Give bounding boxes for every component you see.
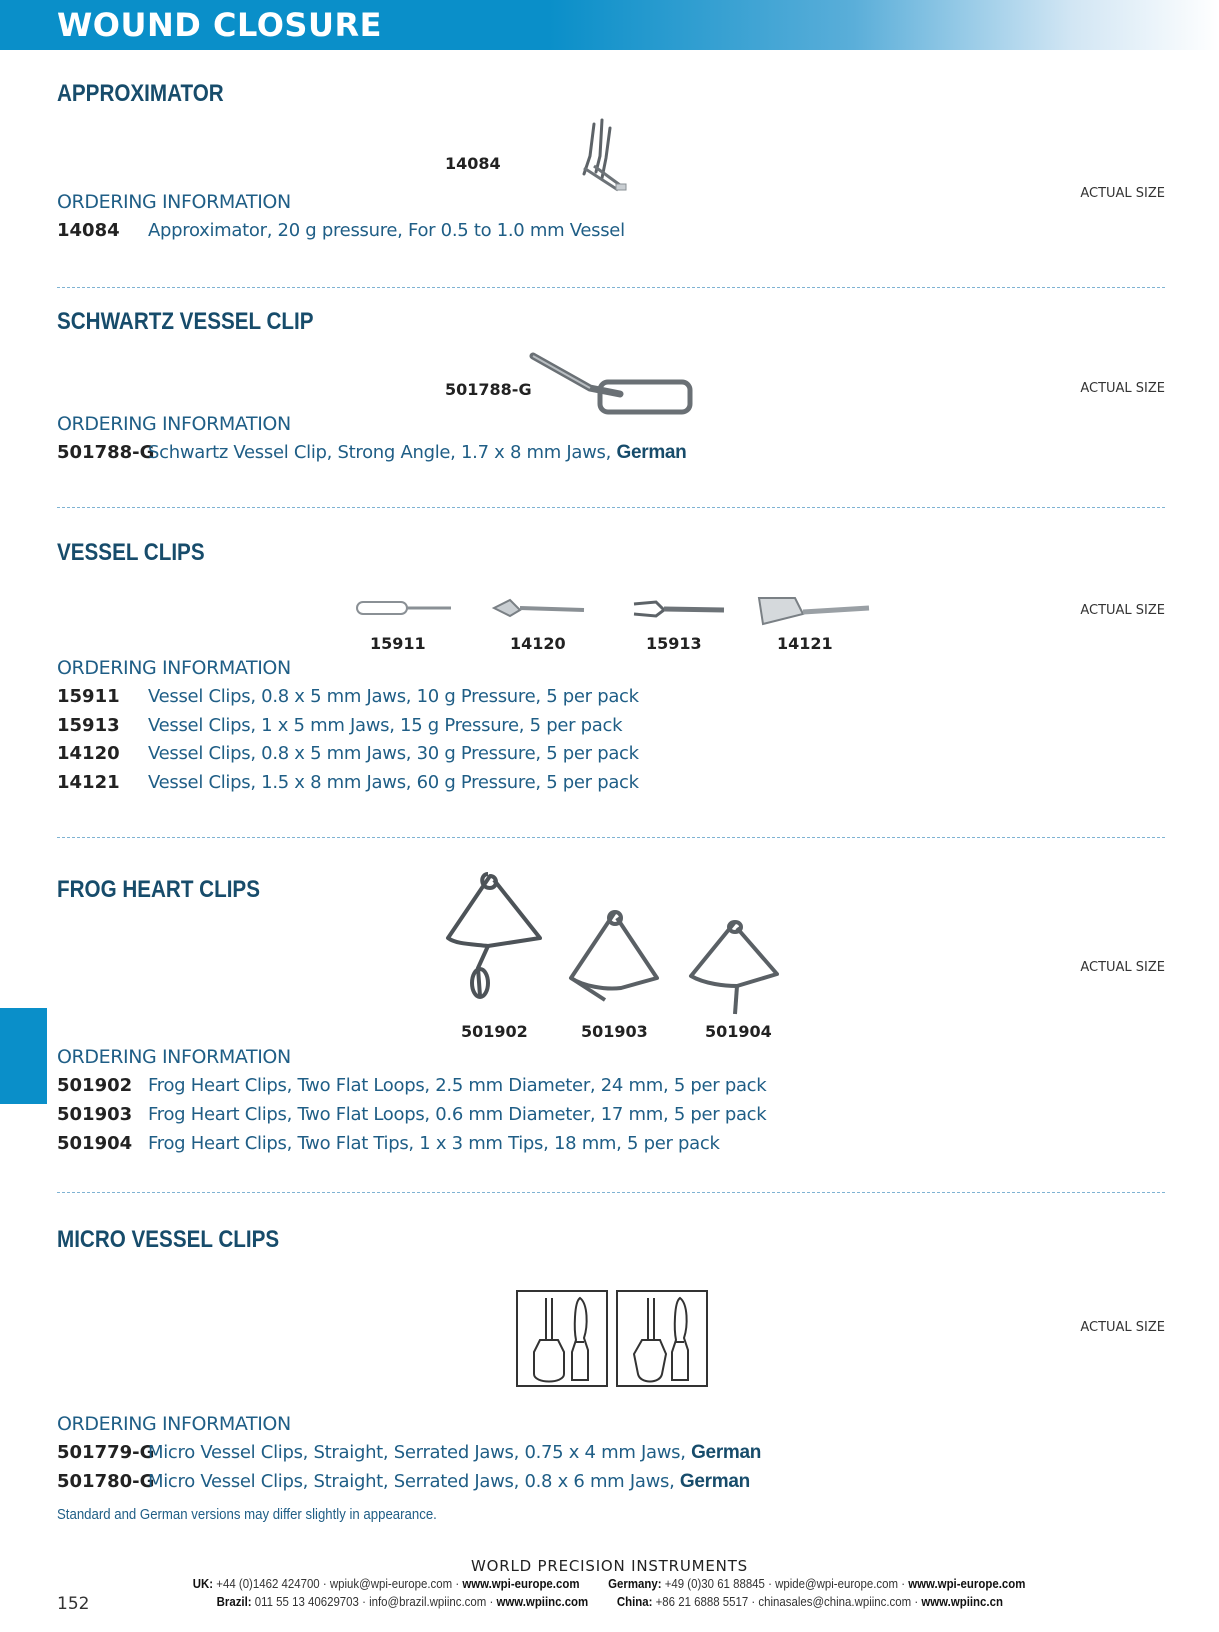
divider <box>57 837 1165 838</box>
order-desc: Micro Vessel Clips, Straight, Serrated Jaws, 0.75 x 4 mm Jaws, German <box>148 1442 762 1463</box>
ordering-label: ORDERING INFORMATION <box>57 657 291 679</box>
order-code: 14084 <box>57 220 120 241</box>
frog-clip-501904-image <box>685 916 785 1016</box>
ordering-label: ORDERING INFORMATION <box>57 413 291 435</box>
order-desc: Vessel Clips, 1.5 x 8 mm Jaws, 60 g Pressure, 5 per pack <box>148 772 639 793</box>
divider <box>57 1192 1165 1193</box>
divider <box>57 287 1165 288</box>
order-code: 501780-G <box>57 1471 155 1492</box>
actual-size-label: ACTUAL SIZE <box>1080 186 1165 201</box>
side-tab <box>0 1008 47 1104</box>
actual-size-label: ACTUAL SIZE <box>1080 960 1165 975</box>
order-desc: Schwartz Vessel Clip, Strong Angle, 1.7 x 8 mm Jaws, German <box>148 442 687 463</box>
footnote: Standard and German versions may differ slightly in appearance. <box>57 1506 437 1523</box>
image-label: 501788-G <box>445 380 532 399</box>
order-code: 15913 <box>57 715 120 736</box>
actual-size-label: ACTUAL SIZE <box>1080 1320 1165 1335</box>
approximator-image <box>580 116 640 196</box>
page-number: 152 <box>57 1594 90 1614</box>
ordering-label: ORDERING INFORMATION <box>57 191 291 213</box>
image-label: 501904 <box>705 1022 772 1041</box>
order-code: 14120 <box>57 743 120 764</box>
order-desc: Vessel Clips, 0.8 x 5 mm Jaws, 30 g Pressure, 5 per pack <box>148 743 639 764</box>
section-title-approximator: APPROXIMATOR <box>57 80 224 107</box>
order-code: 15911 <box>57 686 120 707</box>
section-title-frog-heart: FROG HEART CLIPS <box>57 876 260 903</box>
ordering-label: ORDERING INFORMATION <box>57 1046 291 1068</box>
image-label: 14120 <box>510 634 566 653</box>
micro-clip-501780-image <box>616 1290 708 1387</box>
frog-clip-501903-image <box>565 906 665 1006</box>
order-code: 501903 <box>57 1104 133 1125</box>
vessel-clip-15913-image <box>630 596 730 620</box>
image-label: 501902 <box>461 1022 528 1041</box>
image-label: 15913 <box>646 634 702 653</box>
order-desc: Frog Heart Clips, Two Flat Loops, 0.6 mm Diameter, 17 mm, 5 per pack <box>148 1104 767 1125</box>
actual-size-label: ACTUAL SIZE <box>1080 603 1165 618</box>
section-title-micro-vessel-clips: MICRO VESSEL CLIPS <box>57 1226 280 1253</box>
footer-company: WORLD PRECISION INSTRUMENTS <box>471 1557 748 1575</box>
section-title-schwartz: SCHWARTZ VESSEL CLIP <box>57 308 314 335</box>
section-title-vessel-clips: VESSEL CLIPS <box>57 539 205 566</box>
order-code: 14121 <box>57 772 120 793</box>
ordering-label: ORDERING INFORMATION <box>57 1413 291 1435</box>
page-title: WOUND CLOSURE <box>57 6 382 44</box>
footer-contacts-1: UK: +44 (0)1462 424700 · wpiuk@wpi-europe.com · www.wpi-europe.com Germany: +49 (0)30 61 88845 · wpide@wpi-europe.com · www.wpi-europe.com <box>193 1576 1026 1591</box>
image-label: 14121 <box>777 634 833 653</box>
order-code: 501904 <box>57 1133 133 1154</box>
vessel-clip-15911-image <box>355 598 455 618</box>
order-desc: Frog Heart Clips, Two Flat Loops, 2.5 mm Diameter, 24 mm, 5 per pack <box>148 1075 767 1096</box>
divider <box>57 507 1165 508</box>
image-label: 15911 <box>370 634 426 653</box>
order-code: 501902 <box>57 1075 133 1096</box>
vessel-clip-14120-image <box>490 596 590 620</box>
order-code: 501779-G <box>57 1442 155 1463</box>
image-label: 501903 <box>581 1022 648 1041</box>
order-desc: Frog Heart Clips, Two Flat Tips, 1 x 3 mm Tips, 18 mm, 5 per pack <box>148 1133 720 1154</box>
order-desc: Micro Vessel Clips, Straight, Serrated Jaws, 0.8 x 6 mm Jaws, German <box>148 1471 750 1492</box>
order-code: 501788-G <box>57 442 155 463</box>
frog-clip-501902-image <box>440 868 550 1018</box>
order-desc: Approximator, 20 g pressure, For 0.5 to 1.0 mm Vessel <box>148 220 625 241</box>
order-desc: Vessel Clips, 0.8 x 5 mm Jaws, 10 g Pressure, 5 per pack <box>148 686 639 707</box>
image-label: 14084 <box>445 154 501 173</box>
footer-contacts-2: Brazil: 011 55 13 40629703 · info@brazil.wpiinc.com · www.wpiinc.com China: +86 21 6888 5517 · chinasales@china.wpiinc.com · www.wpiinc.cn <box>216 1594 1003 1609</box>
actual-size-label: ACTUAL SIZE <box>1080 381 1165 396</box>
order-desc: Vessel Clips, 1 x 5 mm Jaws, 15 g Pressure, 5 per pack <box>148 715 623 736</box>
schwartz-clip-image <box>530 352 695 422</box>
vessel-clip-14121-image <box>755 594 875 628</box>
micro-clip-501779-image <box>516 1290 608 1387</box>
